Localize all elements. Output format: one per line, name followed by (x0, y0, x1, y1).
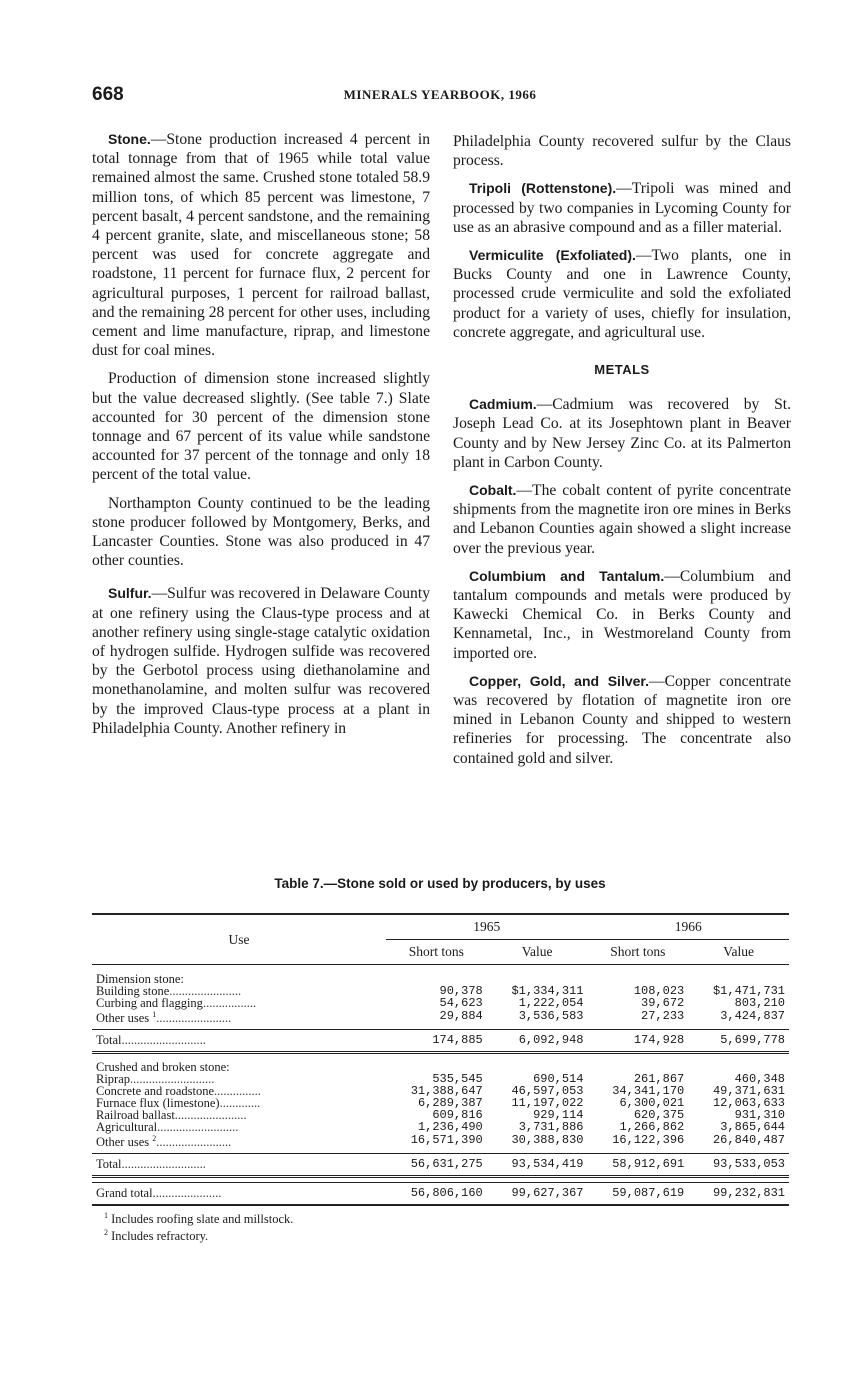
value-1965-header: Value (521, 944, 553, 959)
cadmium-paragraph (453, 395, 791, 472)
stone-paragraph-2: Production of dimension stone increased slightly but the value decreased slightly. (See table 7.) Slate accounted for 30 percent of the dimension stone tonnage and 67 percent of its value while sandstone accounted for 37 percent of the tonnage and only 18 percent of the total value. (92, 370, 430, 484)
copper-heading: Copper, Gold, and Silver. (469, 672, 649, 689)
right-column (453, 132, 791, 777)
columbium-text: —Columbium and tantalum compounds and metals were produced by Kawecki Chemical Co. in Berks County and Kennametal, Inc., in Westmoreland County from imported ore. (453, 567, 791, 662)
table-row: Building stone....................... 90,378 $1,334,311 108,023 $1,471,731 (96, 983, 785, 998)
sulfur-heading: Sulfur. (108, 585, 152, 602)
short-tons-1965-header: Short tons (408, 944, 464, 959)
category-dimension: Dimension stone: (96, 971, 184, 986)
metals-heading: METALS (594, 362, 650, 378)
header-1965: 1965 (386, 914, 588, 940)
table-footnotes (104, 1209, 293, 1243)
sulfur-text: —Sulfur was recovered in Delaware County at one refinery using the Claus-type process and at another refinery using single-stage catalytic oxidation of hydrogen sulfide. Hydrogen sulfide was recovered by the Gerbotol process using diethanolamine and monethanolamine, and molten sulfur was recovered by the improved Claus-type process at a plant in Philadelphia County. Another refinery in (92, 585, 430, 737)
page-number: 668 (92, 84, 124, 105)
crushed-total-row: Total........................... 56,631,275 93,534,419 58,912,691 93,533,053 (92, 1154, 789, 1177)
tripoli-text: —Tripoli was mined and processed by two companies in Lycoming County for use as an abrasive compound and as a filler material. (453, 180, 791, 236)
table-title: Table 7.—Stone sold or used by producers, by uses (274, 876, 606, 891)
table-row: Agricultural.......................... 1,236,490 3,731,886 1,266,862 3,865,644 (96, 1119, 785, 1134)
stone-text-1: —Stone production increased 4 percent in total tonnage from that of 1965 while total value remained almost the same. Crushed stone totaled 58.9 million tons, of which 85 percent was limestone, 7 percent basalt, 4 percent sandstone, and the remaining 4 percent granite, slate, and miscellaneous stone; 58 percent was used for concrete aggregate and roadstone, 11 percent for furnace flux, 2 percent for agricultural purposes, 1 percent for railroad ballast, and the remaining 28 percent for other uses, including cement and lime manufacture, riprap, and limestone dust for coal mines. (92, 131, 430, 360)
table-row: Concrete and roadstone............... 31,388,647 46,597,053 34,341,170 49,371,631 (96, 1083, 785, 1098)
table-row: Other uses $^2$........................ 16,571,390 30,388,830 16,122,396 26,840,487 (96, 1133, 785, 1149)
vermiculite-heading: Vermiculite (Exfoliated). (469, 247, 636, 264)
tripoli-heading: Tripoli (Rottenstone). (469, 180, 617, 197)
cadmium-text: —Cadmium was recovered by St. Joseph Lead Co. at its Josephtown plant in Beaver County and by New Jersey Zinc Co. at its Palmerton plant in Carbon County. (453, 396, 791, 471)
columbium-heading: Columbium and Tantalum. (469, 567, 665, 584)
tripoli-paragraph (453, 179, 791, 237)
short-tons-1966-header: Short tons (610, 944, 666, 959)
vermiculite-text: —Two plants, one in Bucks County and one in Lawrence County, processed crude vermiculite and sold the exfoliated product for a variety of uses, chiefly for insulation, concrete aggregate, and agricultural use. (453, 247, 791, 341)
table-row: Furnace flux (limestone)............. 6,289,387 11,197,022 6,300,021 12,063,633 (96, 1095, 785, 1110)
footnote-1: $^1$ Includes roofing slate and millstock. (104, 1211, 294, 1227)
cobalt-paragraph (453, 481, 791, 558)
table-row: Riprap........................... 535,545 690,514 261,867 460,348 (96, 1071, 785, 1086)
vermiculite-paragraph (453, 246, 791, 342)
stone-table (92, 913, 789, 1206)
category-crushed: Crushed and broken stone: (96, 1059, 230, 1074)
copper-text: —Copper concentrate was recovered by flotation of magnetite iron ore mined in Lebanon County and shipped to western refineries for processing. The concentrate also contained gold and silver. (453, 672, 791, 767)
footnote-2: $^2$ Includes refractory. (104, 1228, 209, 1244)
copper-paragraph (453, 672, 791, 768)
columbium-paragraph (453, 567, 791, 663)
grand-total-row: Grand total...................... 56,806,160 99,627,367 59,087,619 99,232,831 (92, 1183, 789, 1206)
col-use-header: Use (228, 931, 250, 947)
cadmium-heading: Cadmium. (469, 396, 537, 413)
table-row: Railroad ballast....................... 609,816 929,114 620,375 931,310 (96, 1107, 785, 1122)
stone-heading: Stone. (108, 131, 151, 147)
sulfur-continued: Philadelphia County recovered sulfur by the Claus process. (453, 133, 791, 170)
dimension-total-row: Total........................... 174,885 6,092,948 174,928 5,699,778 (92, 1030, 789, 1053)
running-title: MINERALS YEARBOOK, 1966 (343, 87, 537, 102)
value-1966-header: Value (723, 944, 754, 959)
sulfur-paragraph (92, 584, 430, 738)
cobalt-text: —The cobalt content of pyrite concentrate shipments from the magnetite iron ore mines in Berks and Lebanon Counties again showed a slight increase over the previous year. (453, 482, 791, 557)
stone-paragraph-3: Northampton County continued to be the leading stone producer followed by Montgomery, Berks, and Lancaster Counties. Stone was also produced in 47 other counties. (92, 494, 430, 570)
table-row: Curbing and flagging................. 54,623 1,222,054 39,672 803,210 (96, 995, 785, 1010)
table-row: Other uses $^1$........................ 29,884 3,536,583 27,233 3,424,837 (96, 1009, 785, 1025)
left-column (92, 130, 430, 747)
cobalt-heading: Cobalt. (469, 482, 517, 499)
header-1966: 1966 (588, 914, 790, 940)
stone-paragraph-1 (92, 130, 430, 360)
